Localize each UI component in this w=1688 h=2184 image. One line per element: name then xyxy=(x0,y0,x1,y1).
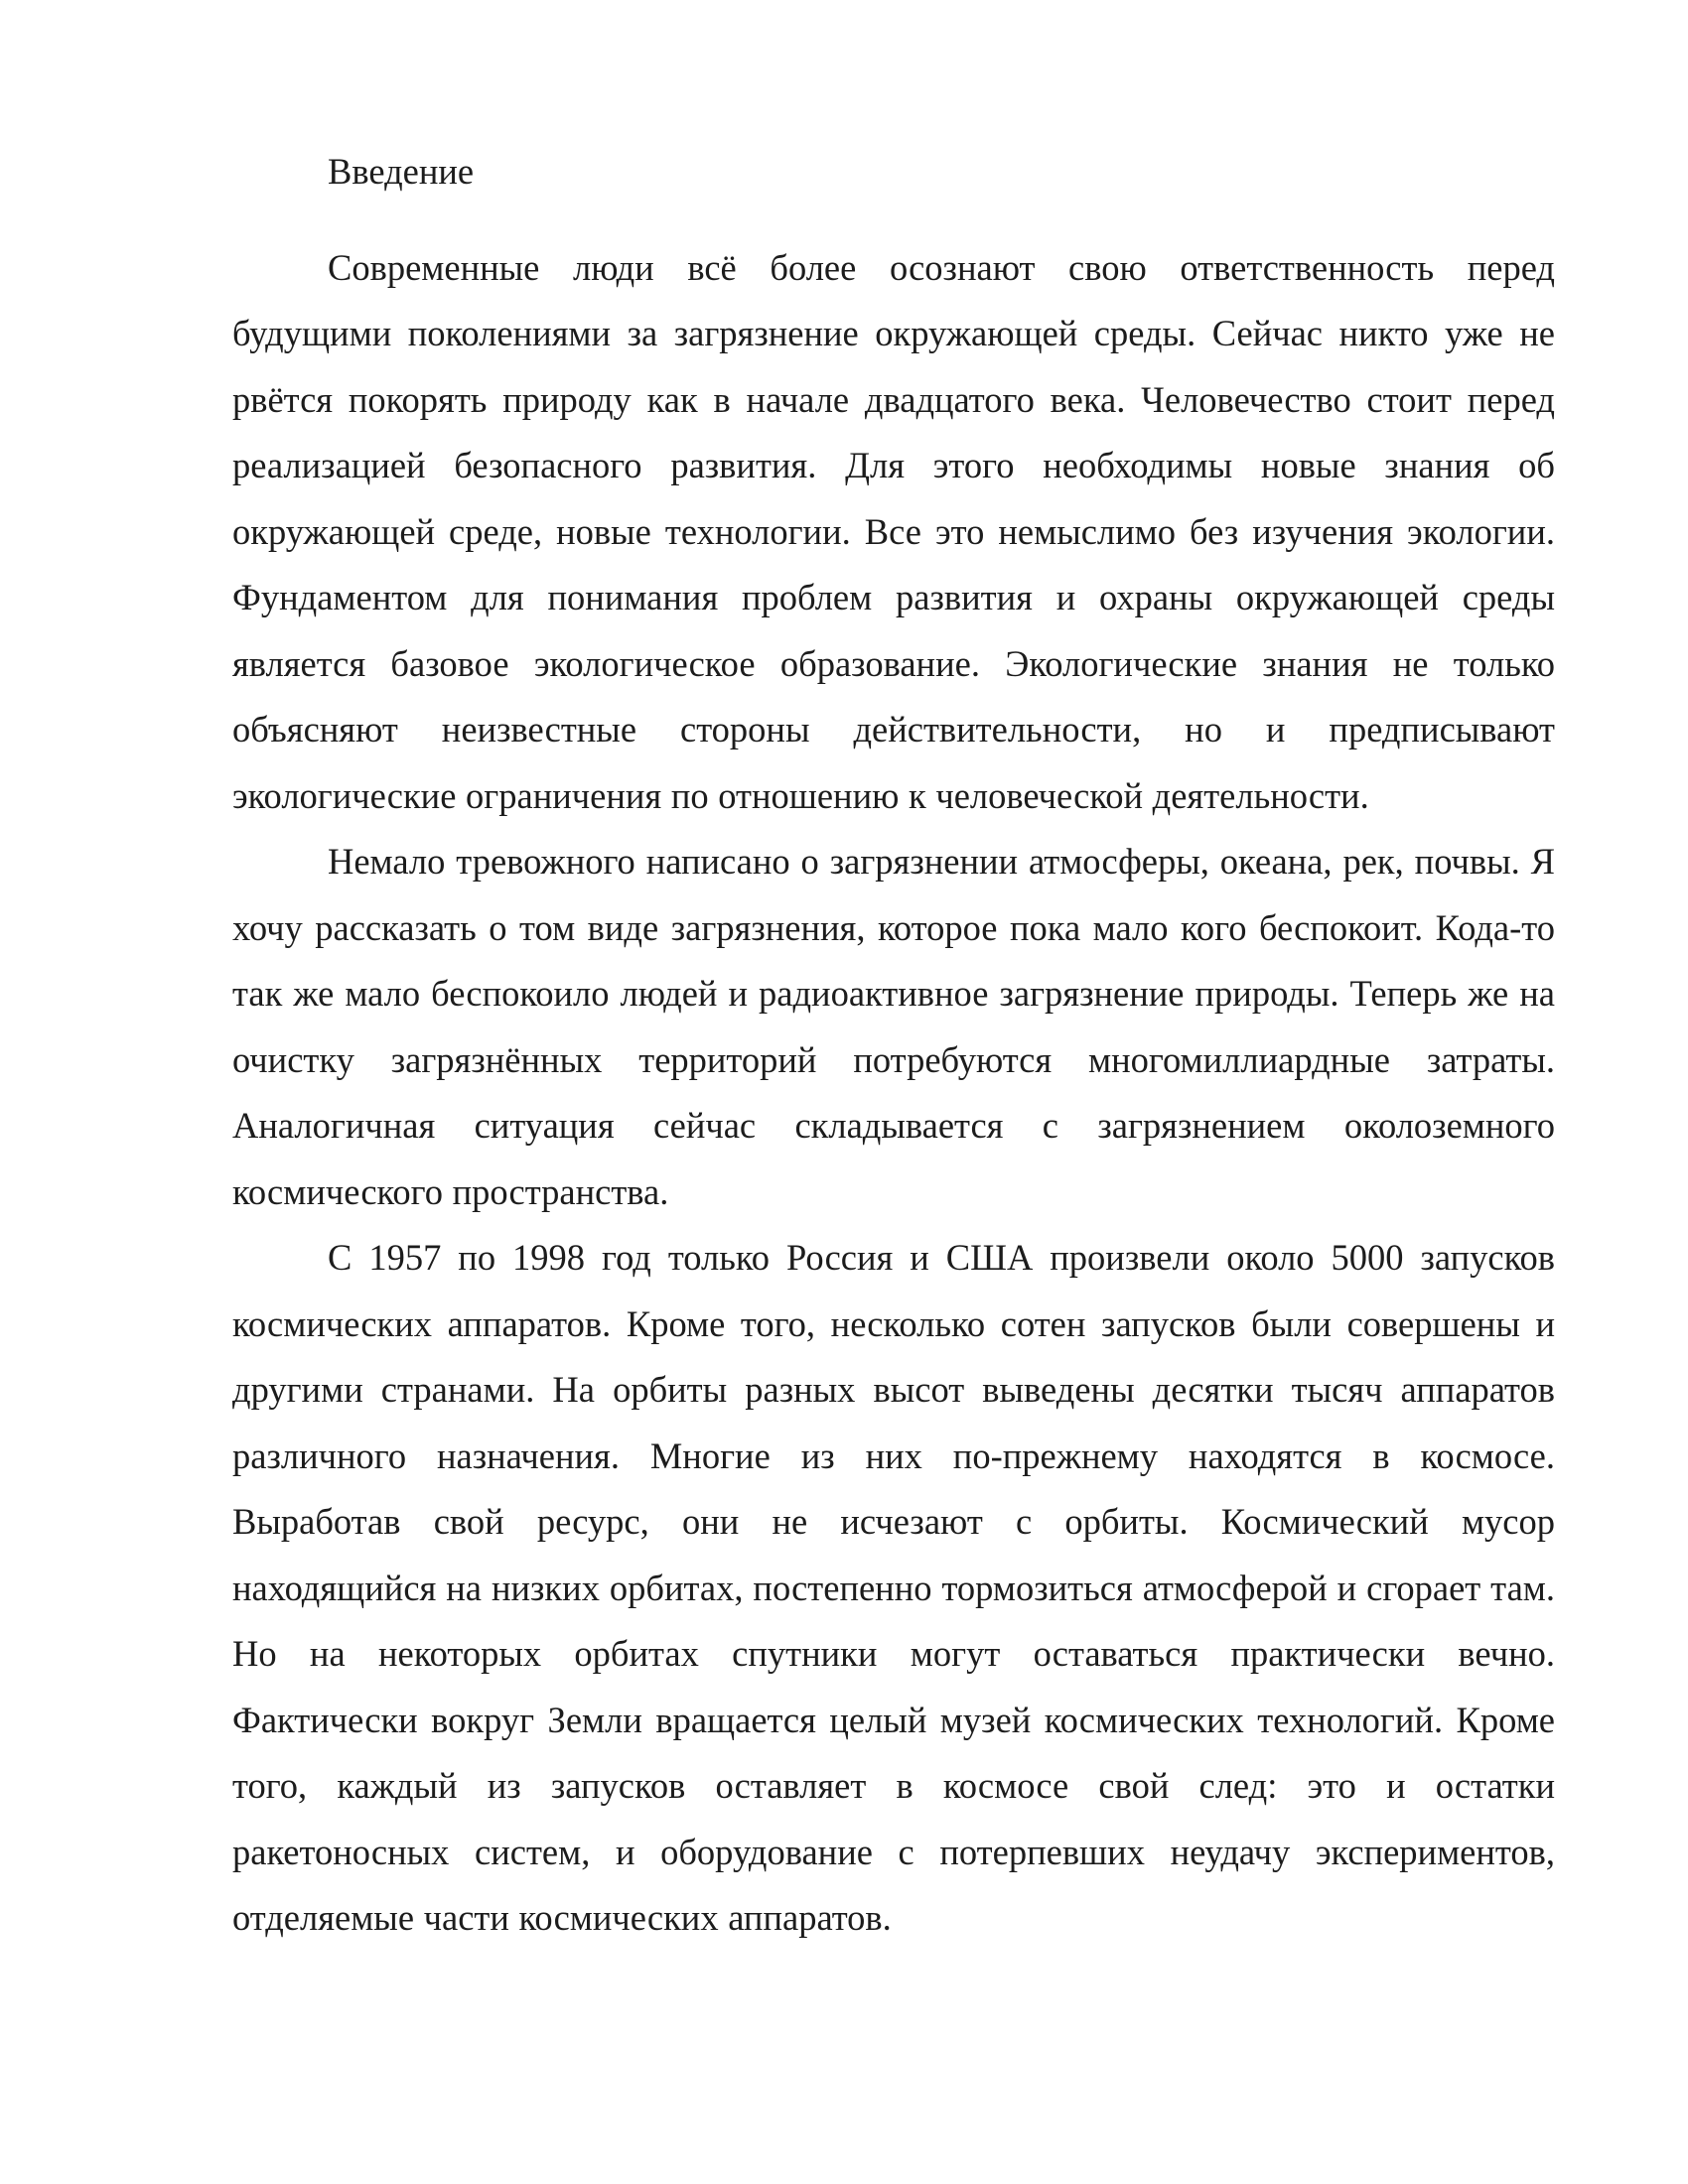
paragraph-intro: Современные люди всё более осознают свою ответственность перед будущими поколениями за загрязнение окружающей среды. Сейчас никто уже не рвётся покорять природу как в начале двадцатого века. Человечество стоит перед реализацией безопасного развития. Для этого необходимы новые знания об окружающей среде, новые технологии. Все это немыслимо без изучения экологии. Фундаментом для понимания проблем развития и охраны окружающей среды является базовое экологическое образование. Экологические знания не только объясняют неизвестные стороны действительности, но и предписывают экологические ограничения по отношению к человеческой деятельности. xyxy=(232,246,1555,816)
paragraph-pollution: Немало тревожного написано о загрязнении атмосферы, океана, рек, почвы. Я хочу рассказать о том виде загрязнения, которое пока мало кого беспокоит. Кода-то так же мало беспокоило людей и радиоактивное загрязнение природы. Теперь же на очистку загрязнённых территорий потребуются многомиллиардные затраты. Аналогичная ситуация сейчас складывается с загрязнением околоземного космического пространства. xyxy=(232,841,1555,1212)
document-heading: Введение xyxy=(328,151,475,192)
document-page xyxy=(232,139,1555,1952)
heading-spacer xyxy=(232,205,1555,235)
paragraph-space-launches: С 1957 по 1998 год только Россия и США произвели около 5000 запусков космических аппаратов. Кроме того, несколько сотен запусков были совершены и другими странами. На орбиты разных высот выведены десятки тысяч аппаратов различного назначения. Многие из них по-прежнему находятся в космосе. Выработав свой ресурс, они не исчезают с орбиты. Космический мусор находящийся на низких орбитах, постепенно тормозиться атмосферой и сгорает там. Но на некоторых орбитах спутники могут оставаться практически вечно. Фактически вокруг Земли вращается целый музей космических технологий. Кроме того, каждый из запусков оставляет в космосе свой след: это и остатки ракетоносных систем, и оборудование с потерпевших неудачу экспериментов, отделяемые части космических аппаратов. xyxy=(232,1237,1555,1938)
